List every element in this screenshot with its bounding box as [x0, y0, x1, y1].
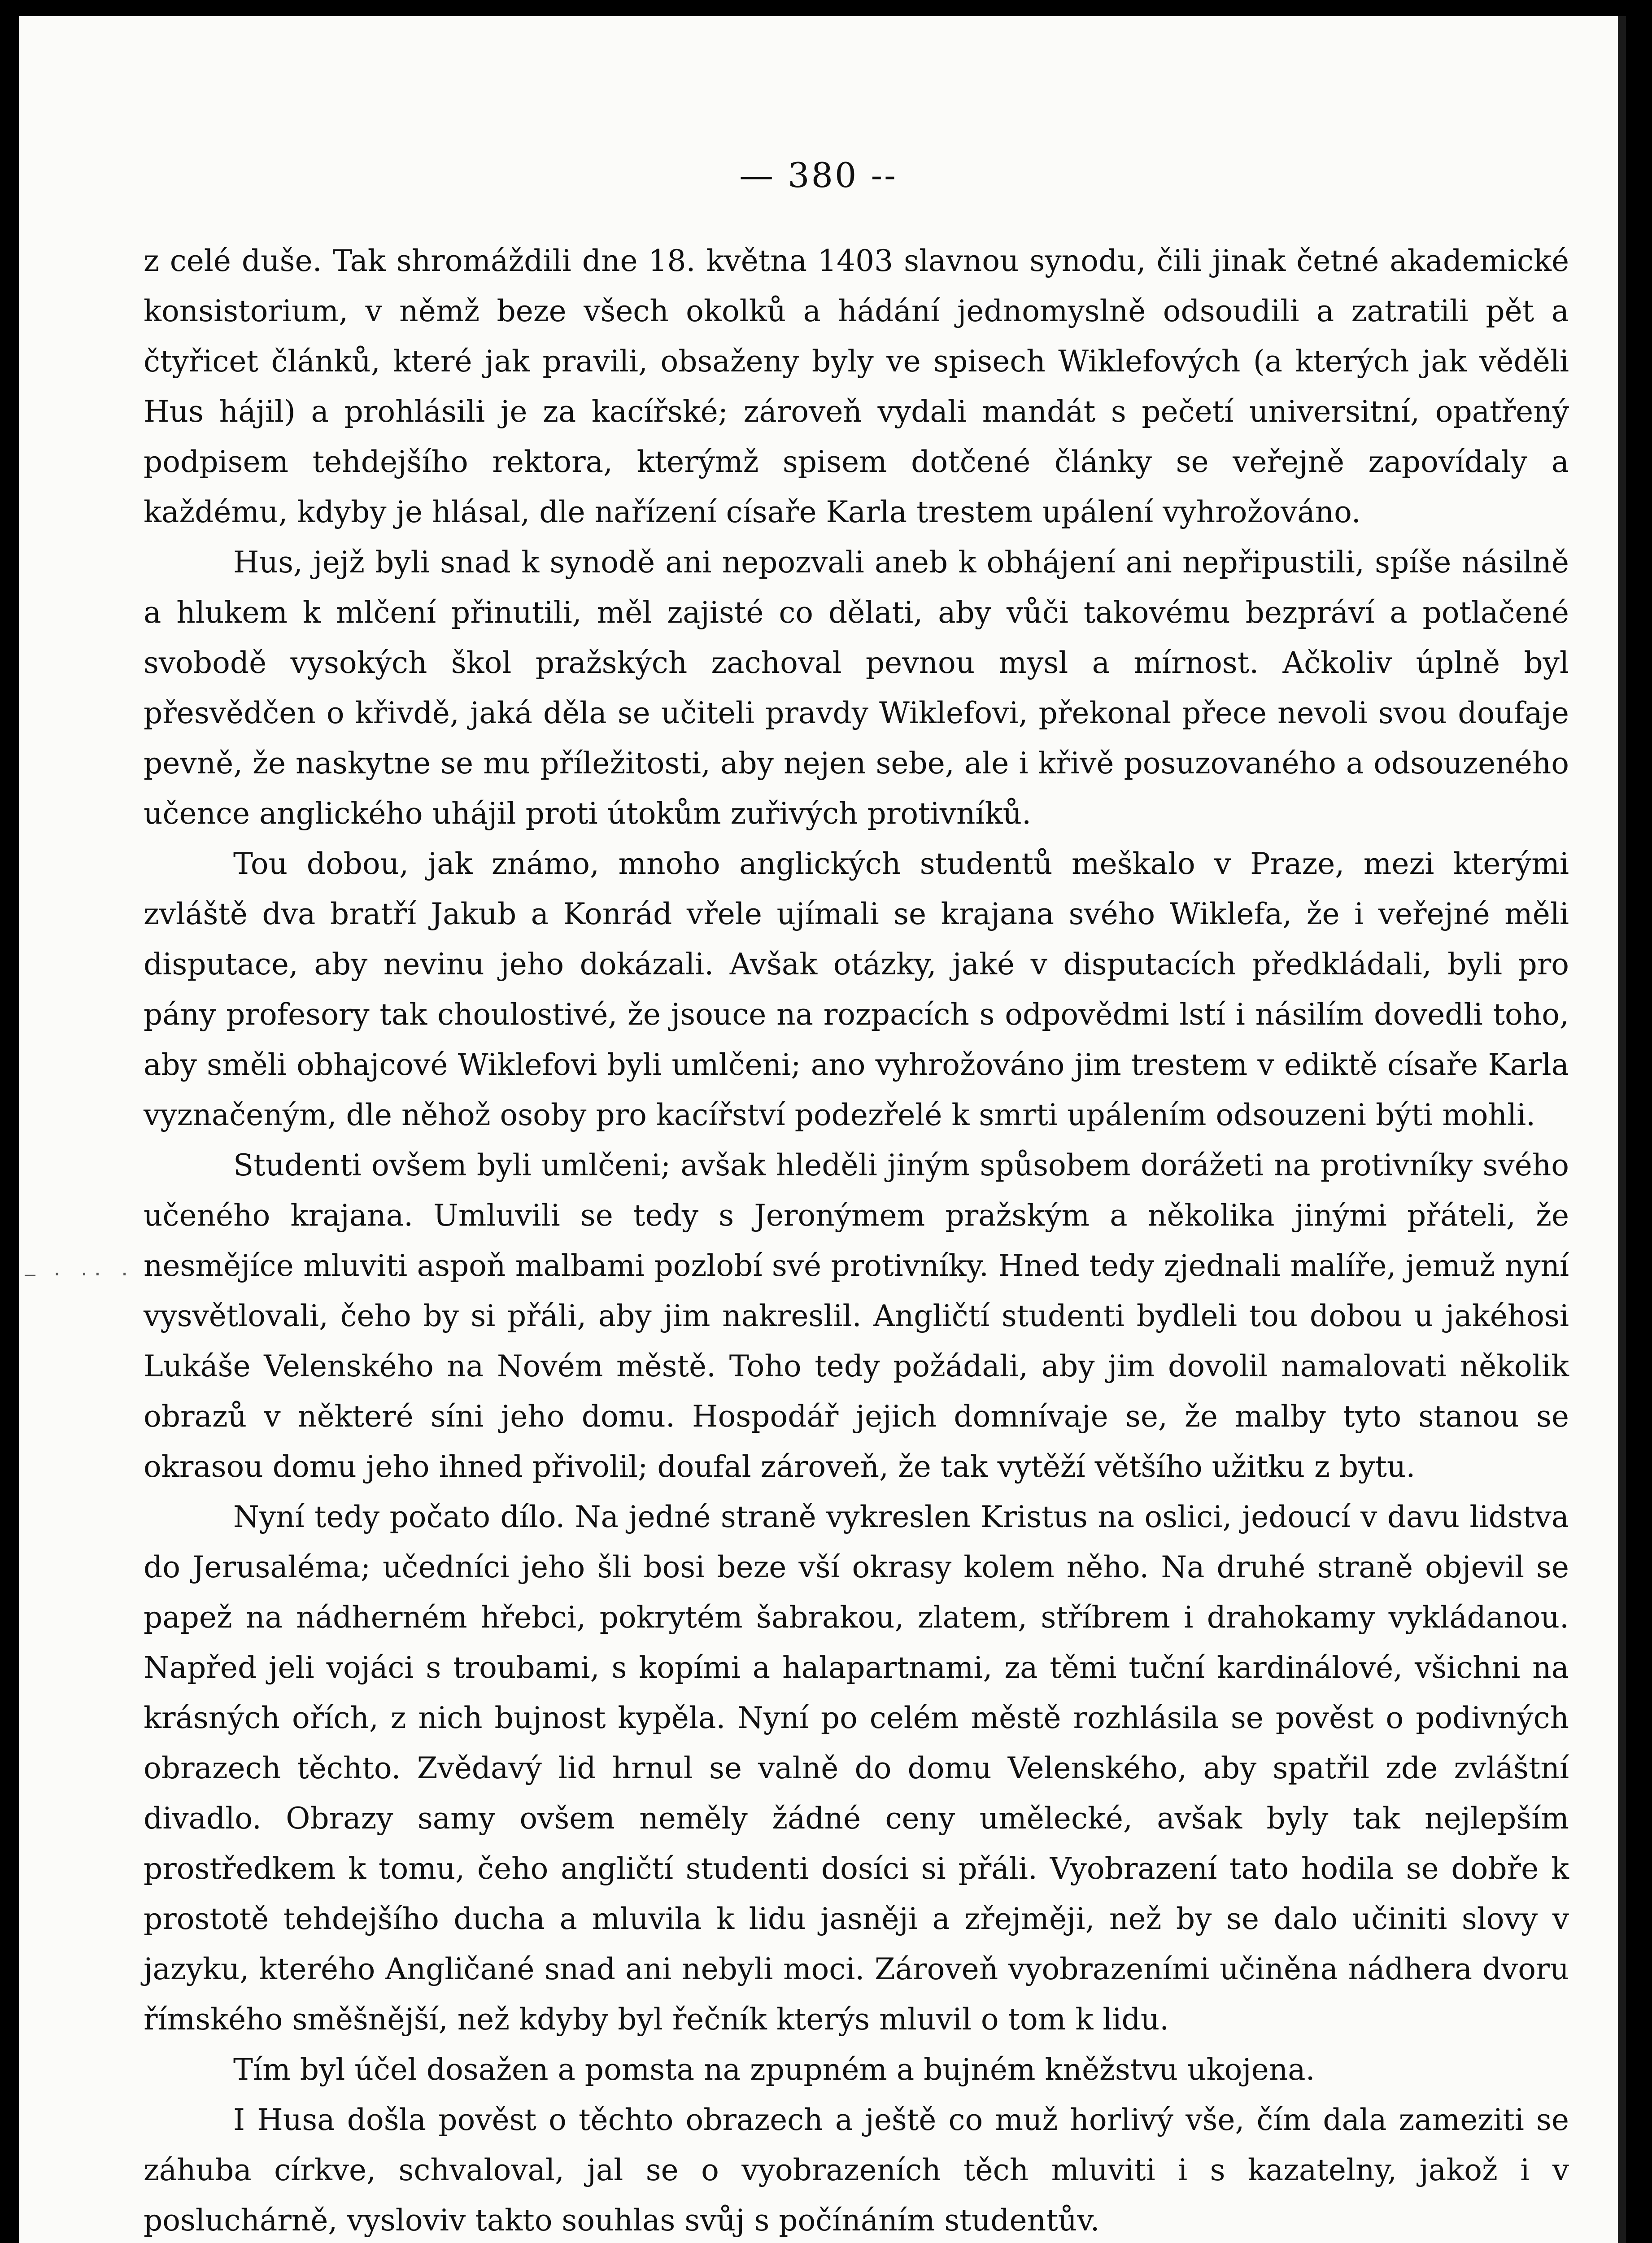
book-page	[19, 16, 1626, 2243]
body-text	[144, 236, 1569, 2243]
paragraph-4: Studenti ovšem byli umlčeni; avšak hleděli jiným spůsobem dorážeti na protivníky svého učeného krajana. Umluvili se tedy s Jeronýmem pražským a několika jinými přáteli, že nesmějíce mluviti aspoň malbami pozlobí své protivníky. Hned tedy zjednali malíře, jemuž nyní vysvětlovali, čeho by si přáli, aby jim nakreslil. Angličtí studenti bydleli tou dobou u jakéhosi Lukáše Velenského na Novém městě. Toho tedy požádali, aby jim dovolil namalovati několik obrazů v některé síni jeho domu. Hospodář jejich domnívaje se, že malby tyto stanou se okrasou domu jeho ihned přivolil; doufal zároveň, že tak vytěží většího užitku z bytu.	[144, 1148, 1569, 1484]
page-number: — 380 --	[739, 155, 898, 195]
paragraph-1: z celé duše. Tak shromáždili dne 18. května 1403 slavnou synodu, čili jinak četné akademické konsistorium, v němž beze všech okolků a hádání jednomyslně odsoudili a zatratili pět a čtyřicet článků, které jak pravili, obsaženy byly ve spisech Wiklefových (a kterých jak věděli Hus hájil) a prohlásili je za kacířské; zároveň vydali mandát s pečetí universitní, opatřený podpisem tehdejšího rektora, kterýmž spisem dotčené články se veřejně zapovídaly a každému, kdyby je hlásal, dle nařízení císaře Karla trestem upálení vyhrožováno.	[144, 244, 1569, 529]
paragraph-7: I Husa došla pověst o těchto obrazech a ještě co muž horlivý vše, čím dala zameziti se záhuba církve, schvaloval, jal se o vyobrazeních těch mluviti i s kazatelny, jakož i v posluchárně, vysloviv takto souhlas svůj s počínáním studentův.	[144, 2103, 1569, 2238]
paragraph-5: Nyní tedy počato dílo. Na jedné straně vykreslen Kristus na oslici, jedoucí v davu lidstva do Jerusaléma; učedníci jeho šli bosi beze vší okrasy kolem něho. Na druhé straně objevil se papež na nádherném hřebci, pokrytém šabrakou, zlatem, stříbrem i drahokamy vykládanou. Napřed jeli vojáci s troubami, s kopími a halapartnami, za těmi tuční kardinálové, všichni na krásných ořích, z nich bujnost kypěla. Nyní po celém městě rozhlásila se pověst o podivných obrazech těchto. Zvědavý lid hrnul se valně do domu Velenského, aby spatřil zde zvláštní divadlo. Obrazy samy ovšem neměly žádné ceny umělecké, avšak byly tak nejlepším prostředkem k tomu, čeho angličtí studenti dosíci si přáli. Vyobrazení tato hodila se dobře k prostotě tehdejšího ducha a mluvila k lidu jasněji a zřejměji, než by se dalo učiniti slovy v jazyku, kterého Angličané snad ani nebyli moci. Zároveň vyobrazeními učiněna nádhera dvoru římského směšnější, než kdyby byl řečník kterýs mluvil o tom k lidu.	[144, 1500, 1569, 2037]
paragraph-6: Tím byl účel dosažen a pomsta na zpupném a bujném kněžstvu ukojena.	[233, 2052, 1315, 2087]
paragraph-2: Hus, jejž byli snad k synodě ani nepozvali aneb k obhájení ani nepřipustili, spíše násilně a hlukem k mlčení přinutili, měl zajisté co dělati, aby vůči takovému bezpráví a potlačené svobodě vysokých škol pražských zachoval pevnou mysl a mírnost. Ačkoliv úplně byl přesvědčen o křivdě, jaká děla se učiteli pravdy Wiklefovi, překonal přece nevoli svou doufaje pevně, že naskytne se mu příležitosti, aby nejen sebe, ale i křivě posuzovaného a odsouzeného učence anglického uhájil proti útokům zuřivých protivníků.	[144, 545, 1569, 831]
paragraph-3: Tou dobou, jak známo, mnoho anglických studentů meškalo v Praze, mezi kterými zvláště dva bratří Jakub a Konrád vřele ujímali se krajana svého Wiklefa, že i veřejné měli disputace, aby nevinu jeho dokázali. Avšak otázky, jaké v disputacích předkládali, byli pro pány profesory tak choulostivé, že jsouce na rozpacích s odpovědmi lstí i násilím dovedli toho, aby směli obhajcové Wiklefovi byli umlčeni; ano vyhrožováno jim trestem v ediktě císaře Karla vyznačeným, dle něhož osoby pro kacířství podezřelé k smrti upálením odsouzeni býti mohli.	[144, 847, 1569, 1132]
margin-mark: — · ·· ·	[25, 1264, 133, 1285]
